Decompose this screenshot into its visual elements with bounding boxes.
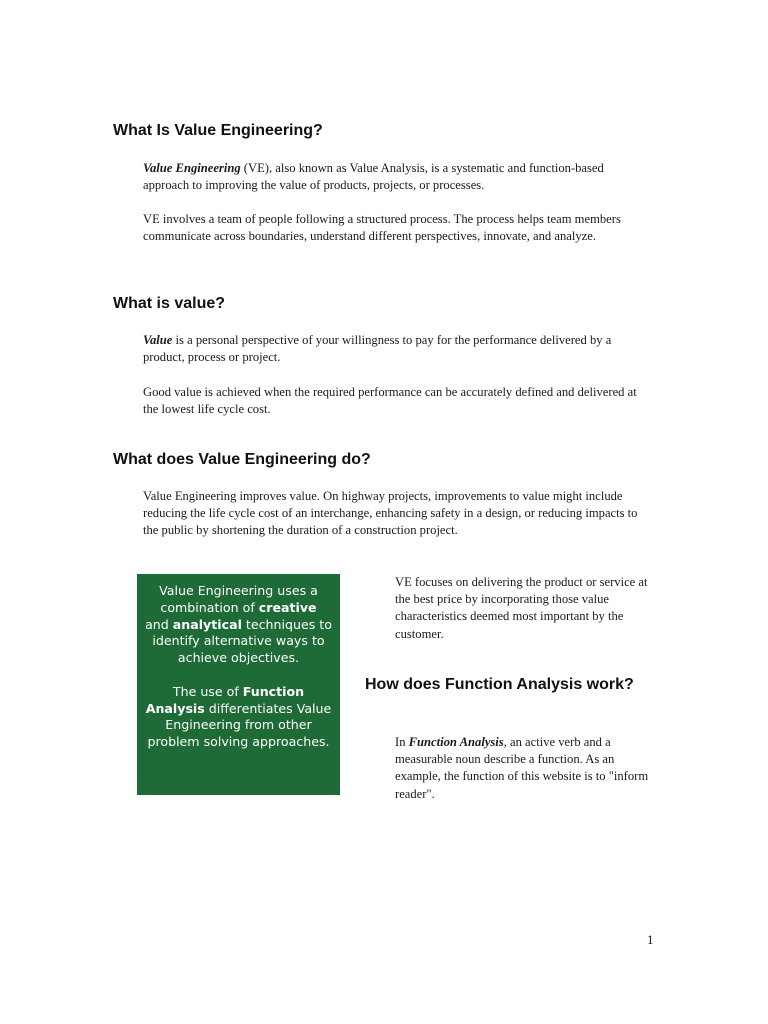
callout-text: Value Engineering uses a combination of	[159, 583, 318, 615]
callout-text: and	[145, 616, 173, 632]
callout-paragraph-function-analysis	[143, 684, 334, 751]
heading-what-is-value-engineering: What Is Value Engineering?	[113, 122, 323, 139]
heading-function-analysis: How does Function Analysis work?	[365, 676, 634, 693]
callout-text: techniques to identify alternative ways to achieve objectives.	[152, 616, 332, 666]
term-function-analysis: Function Analysis	[408, 735, 504, 749]
callout-box	[137, 574, 340, 795]
callout-paragraph-techniques	[143, 583, 334, 667]
page-number: 1	[647, 932, 654, 947]
function-analysis-text: , an active verb and a measurable noun describe a function. As an example, the function of this website is to "inform reader".	[395, 735, 649, 801]
callout-text: The use of	[172, 683, 243, 699]
term-value-engineering: Value Engineering	[143, 161, 241, 175]
callout-emphasis-function-analysis: Function Analysis	[145, 683, 305, 716]
paragraph-ve-team: VE involves a team of people following a structured process. The process helps team members communicate across boundaries, understand different perspectives, innovate, and analyze.	[143, 212, 621, 244]
callout-emphasis-analytical: analytical	[172, 616, 242, 632]
heading-what-is-value: What is value?	[113, 295, 226, 312]
heading-what-does-ve-do: What does Value Engineering do?	[113, 451, 371, 468]
paragraph-function-analysis	[395, 734, 660, 803]
callout-text: differentiates Value Engineering from other problem solving approaches.	[147, 700, 332, 750]
paragraph-ve-definition	[143, 160, 633, 194]
value-definition-text: is a personal perspective of your willingness to pay for the performance delivered by a product, process or project.	[143, 333, 612, 365]
term-value: Value	[143, 333, 173, 347]
function-analysis-prefix: In	[395, 735, 409, 749]
callout-emphasis-creative: creative	[258, 599, 317, 615]
ve-definition-text: (VE), also known as Value Analysis, is a systematic and function-based approach to improving the value of products, projects, or processes.	[143, 161, 604, 193]
paragraph-value-definition	[143, 332, 623, 366]
paragraph-ve-improves-value: Value Engineering improves value. On highway projects, improvements to value might include reducing the life cycle cost of an interchange, enhancing safety in a design, or reducing impacts to the public by shortening the duration of a construction project.	[143, 489, 638, 538]
paragraph-good-value: Good value is achieved when the required performance can be accurately defined and delivered at the lowest life cycle cost.	[143, 385, 637, 417]
paragraph-ve-focus: VE focuses on delivering the product or service at the best price by incorporating those value characteristics deemed most important by the customer.	[395, 575, 648, 641]
